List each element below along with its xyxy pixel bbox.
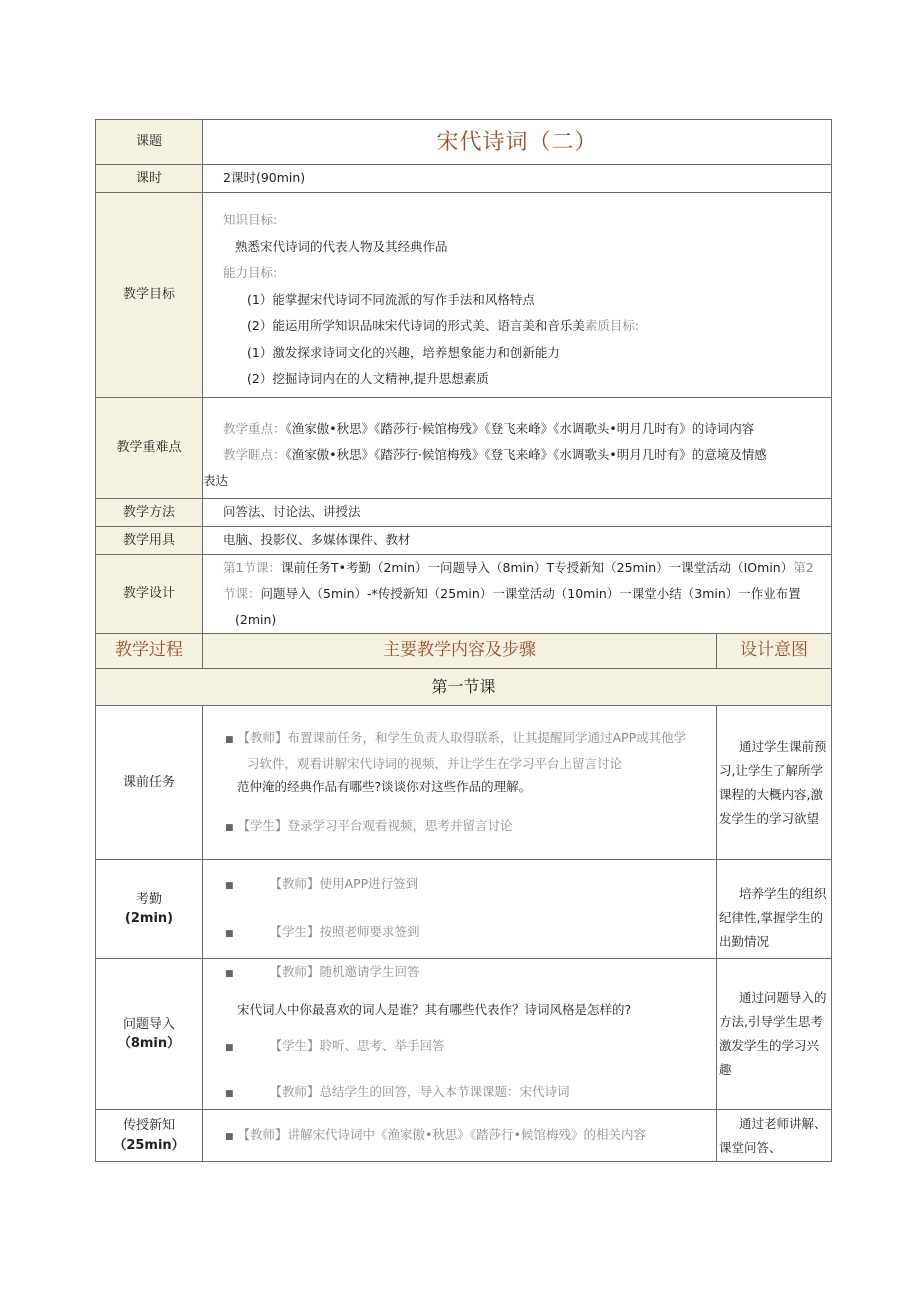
list-item: ■ 【教师】使用APP进行签到 [225,876,419,891]
tools-row [96,527,832,555]
key-points-label: 教学重难点 [96,398,203,499]
process-header-row [96,634,832,669]
pre-task-row [96,706,832,860]
bullet-icon: ■ [225,881,234,891]
teach-intent: 通过老师讲解、课堂问答、 [717,1110,832,1162]
lesson-plan-table [95,119,832,1162]
quality-item-1: (1）激发探求诗词文化的兴趣，培养想象能力和创新能力 [247,344,560,360]
objectives-content [203,193,832,398]
topic-label: 课题 [96,120,203,165]
quality-title: 素质目标: [584,318,640,334]
methods-label: 教学方法 [96,499,203,527]
list-item: 宋代词人中你最喜欢的词人是谁？其有哪些代表作？诗词风格是怎样的? [237,1002,632,1017]
teach-label: 传授新知 （25min） [96,1110,203,1162]
design-line-1: 第1节课：课前任务T•考勤（2min）一问题导入（8min）T专授新知（25min）一课堂活动（IOmin）第2 [223,560,814,575]
process-header-col2: 主要教学内容及步骤 [203,634,717,669]
key-points-row [96,398,832,499]
list-item: ■ 【教师】布置课前任务，和学生负责人取得联系，让其提醒同学通过APP或其他学 [225,729,687,745]
pre-task-intent: 通过学生课前预习,让学生了解所学课程的大概内容,激发学生的学习欲望 [717,706,832,860]
page-title: 宋代诗词（二） [203,120,832,165]
quality-item-2: (2）挖掘诗词内在的人文精神,提升思想素质 [247,371,489,387]
attendance-content [203,860,717,959]
attendance-time: (2min) [124,911,174,926]
methods-value: 问答法、讨论法、讲授法 [203,499,832,527]
list-item: ■ 【学生】按照老师要求签到 [225,924,420,939]
intro-time: （8min） [117,1036,181,1051]
knowledge-title: 知识目标: [223,212,278,228]
section-title: 第一节课 [96,669,832,706]
difficult-point-continued: 表达 [203,473,229,488]
bullet-icon: ■ [225,1089,234,1099]
intro-intent: 通过问题导入的方法,引导学生思考激发学生的学习兴趣 [717,959,832,1110]
list-item: 习软件，观看讲解宋代诗词的视频，并让学生在学习平台上留言讨论 [247,755,623,771]
attendance-label: 考勤 (2min) [96,860,203,959]
objectives-label: 教学目标 [96,193,203,398]
hours-label: 课时 [96,165,203,193]
bullet-icon: ■ [225,969,234,979]
lesson-plan [95,119,831,1162]
difficult-point: 教学睚点：《渔家傲•秋思》《踏莎行·候馆梅残》《登飞来峰》《水调歌头•明月几时有》的意境及情感 [223,447,767,462]
pre-task-label: 课前任务 [96,706,203,860]
key-points-content [203,398,832,499]
list-item: 范仲淹的经典作品有哪些?谈谈你对这些作品的理解。 [237,778,532,794]
attendance-intent: 培养学生的组织纪律性,掌握学生的出勤情况 [717,860,832,959]
intro-label: 问题导入 （8min） [96,959,203,1110]
teach-time: （25min） [113,1137,185,1153]
intro-content [203,959,717,1110]
design-content [203,555,832,634]
design-row [96,555,832,634]
bullet-icon: ■ [225,929,234,939]
pre-task-content [203,706,717,860]
ability-item-1: (1）能掌握宋代诗词不同流派的写作手法和风格特点 [247,291,535,307]
intro-row [96,959,832,1110]
list-item: ■ 【教师】讲解宋代诗词中《渔家傲•秋思》《踏莎行•候馆梅残》的相关内容 [225,1127,647,1143]
hours-value: 2课时(90min) [203,165,832,193]
tools-label: 教学用具 [96,527,203,555]
tools-value: 电脑、投影仪、多媒体课件、教材 [203,527,832,555]
list-item: ■ 【教师】随机邀请学生回答 [225,964,420,979]
section-row [96,669,832,706]
bullet-icon: ■ [225,822,234,833]
bullet-icon: ■ [225,734,234,745]
design-line-3: (2min) [235,612,277,627]
hours-row [96,165,832,193]
key-point: 教学重点：《渔家傲•秋思》《踏莎行·候馆梅残》《登飞来峰》《水调歌头•明月几时有》的诗词内容 [223,421,755,436]
list-item: ■ 【教师】总结学生的回答，导入本节课课题：宋代诗词 [225,1084,570,1099]
process-header-col3: 设计意图 [717,634,832,669]
attendance-row [96,860,832,959]
ability-title: 能力目标: [223,265,278,281]
knowledge-item: 熟悉宋代诗词的代表人物及其经典作品 [235,238,448,254]
teach-row [96,1110,832,1162]
bullet-icon: ■ [225,1043,234,1053]
list-item: ■ 【学生】聆听、思考、举手回答 [225,1038,445,1053]
bullet-icon: ■ [225,1132,234,1143]
ability-item-2: (2）能运用所学知识品味宋代诗词的形式美、语言美和音乐美素质目标: [247,318,640,334]
design-line-2: 节课：问题导入（5min）-*传授新知（25min）一课堂活动（10min）一课堂小结（3min）一作业布置 [223,586,801,601]
methods-row [96,499,832,527]
teach-content [203,1110,717,1162]
list-item: ■ 【学生】登录学习平台观看视频，思考并留言讨论 [225,817,513,833]
objectives-row [96,193,832,398]
process-header-col1: 教学过程 [96,634,203,669]
topic-row [96,120,832,165]
design-label: 教学设计 [96,555,203,634]
